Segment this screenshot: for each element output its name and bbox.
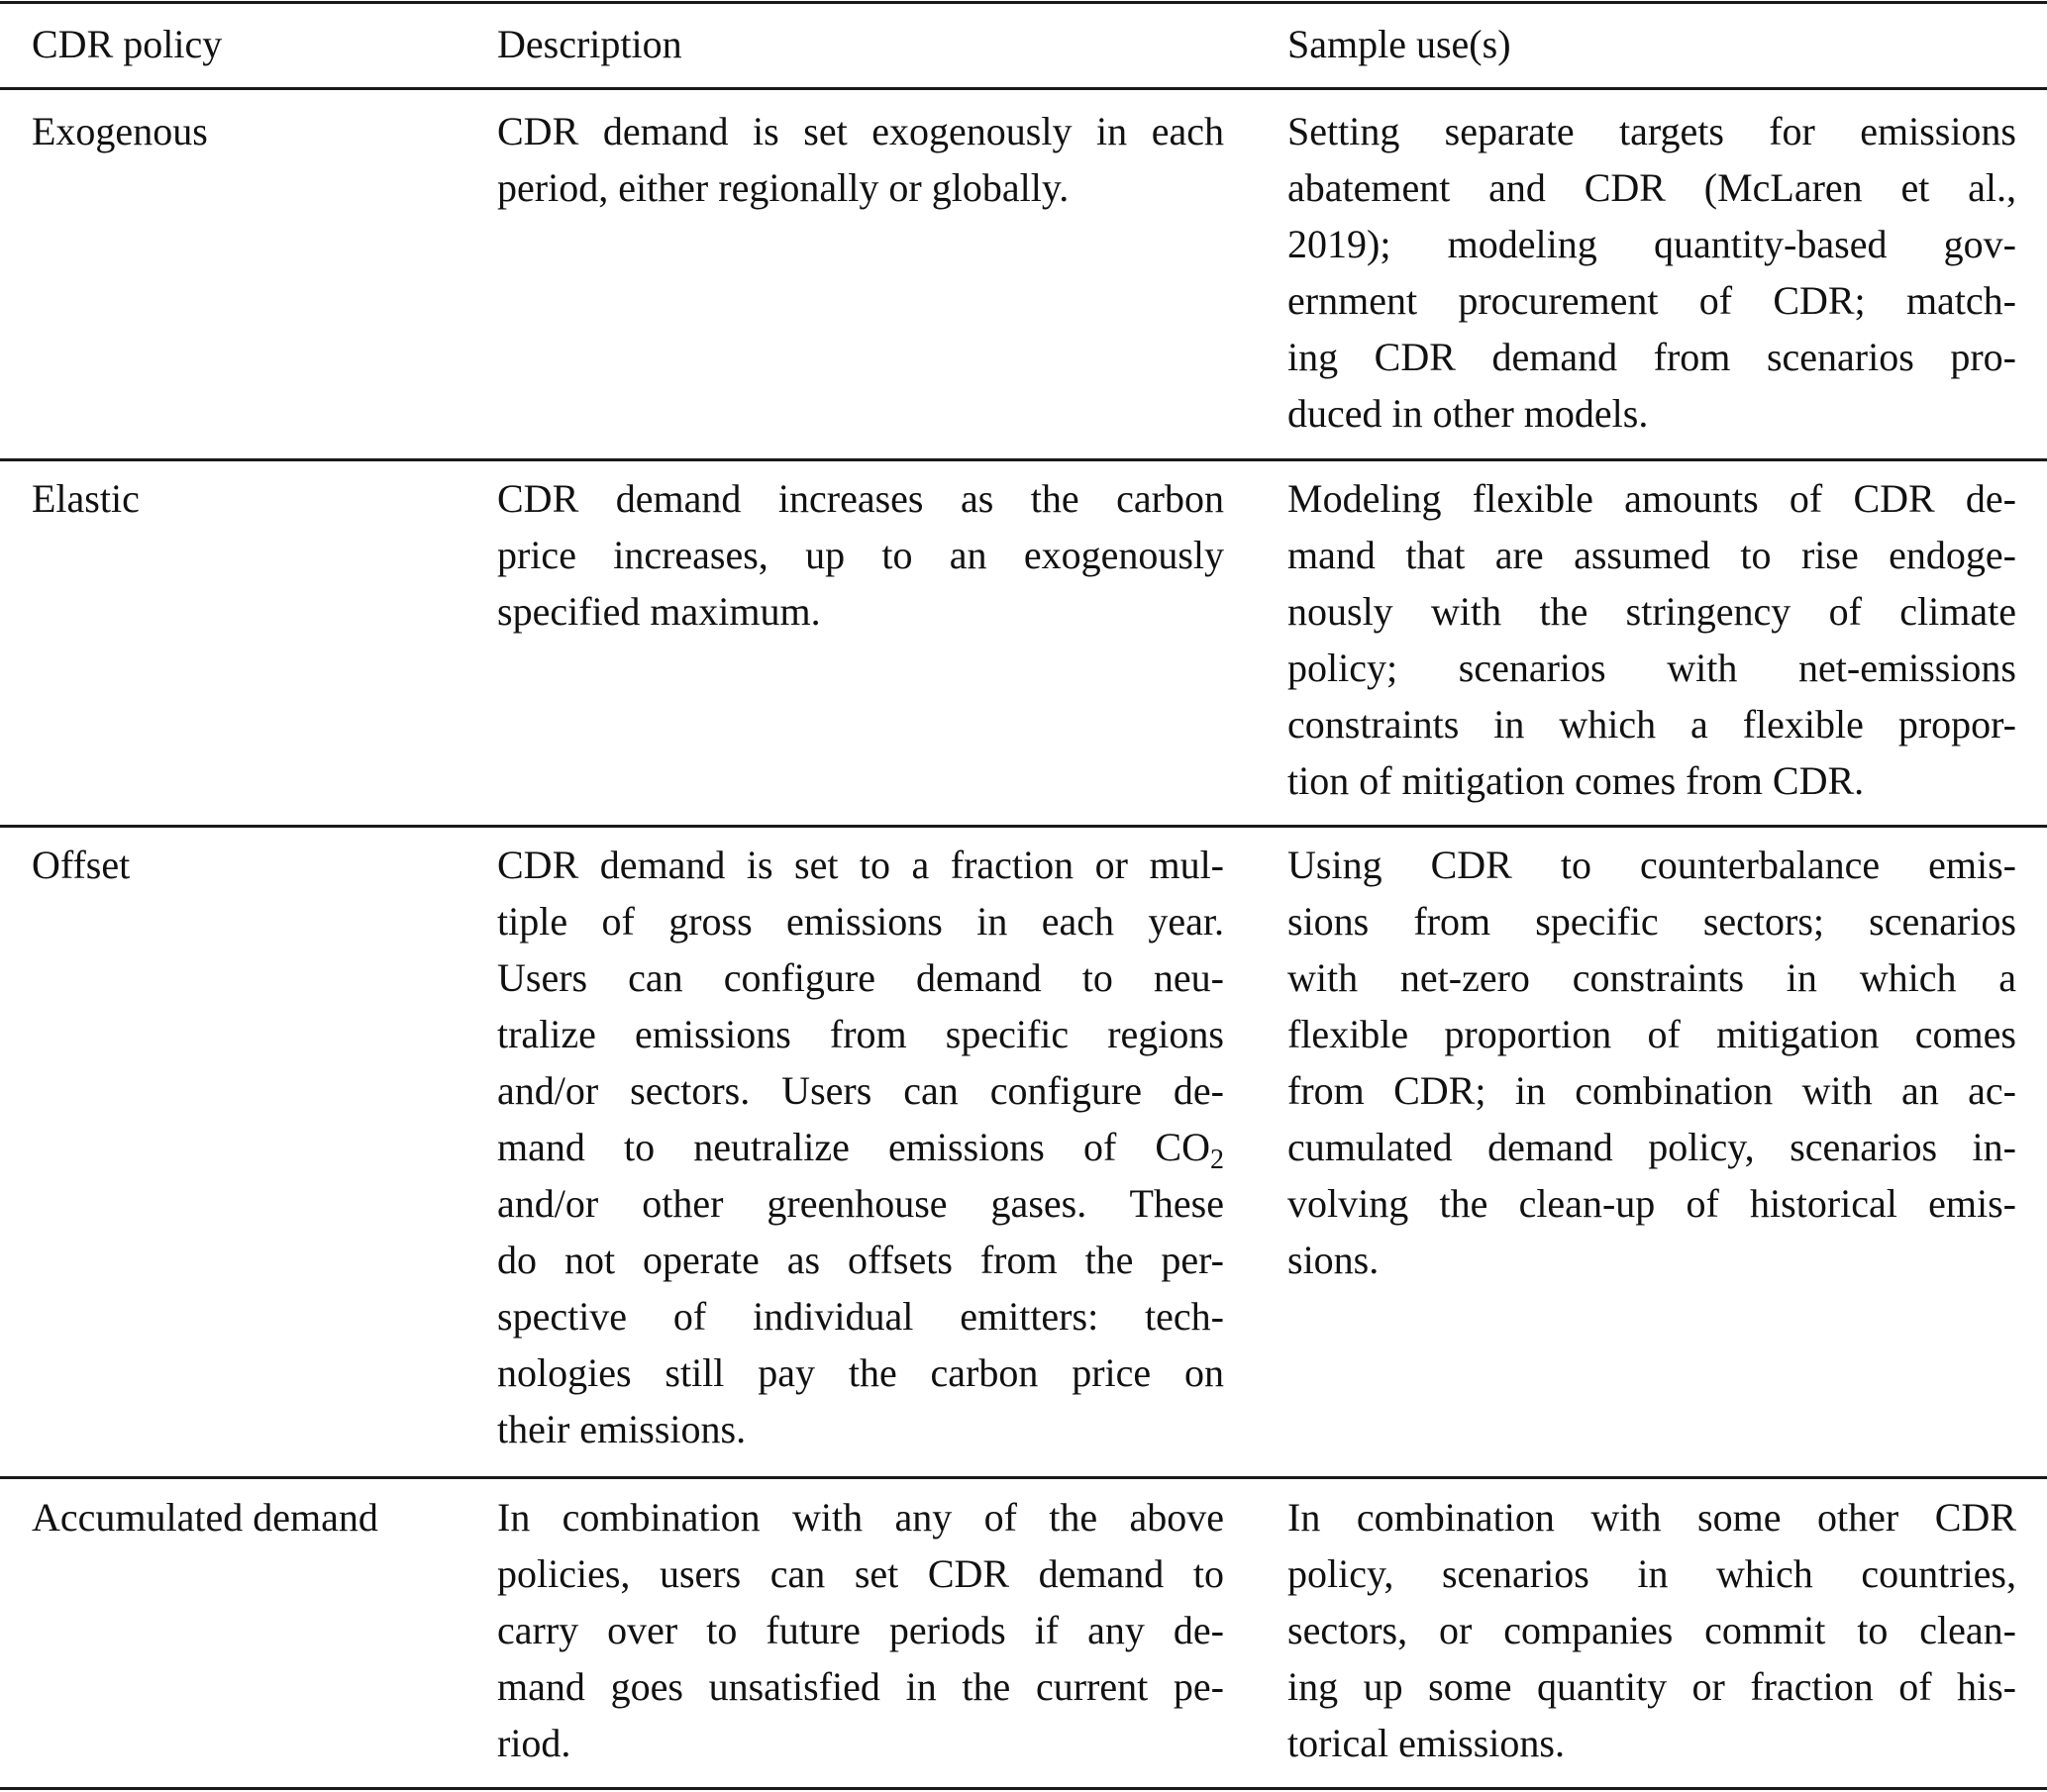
sample-uses-cell (1287, 1489, 2016, 1771)
sample-uses-cell (1287, 837, 2016, 1288)
text-line: their emissions. (497, 1407, 747, 1451)
description-cell (497, 103, 1224, 216)
header-rule (0, 87, 2047, 90)
text-line: CDR demand increases as the carbon (497, 476, 1224, 521)
row-divider (0, 458, 2047, 461)
text-line: In combination with any of the above (497, 1495, 1224, 1540)
text-line: tralize emissions from specific regions (497, 1012, 1224, 1056)
text-line: Users can configure demand to neu- (497, 955, 1224, 1000)
row-divider (0, 825, 2047, 828)
text-line: sions from specific sectors; scenarios (1287, 899, 2016, 944)
header-description: Description (497, 22, 682, 66)
text-line: CDR demand is set to a fraction or mul- (497, 843, 1224, 887)
text-line: from CDR; in combination with an ac- (1287, 1068, 2016, 1113)
row-divider (0, 1476, 2047, 1479)
description-cell (497, 1489, 1224, 1771)
text-line: 2019); modeling quantity-based gov- (1287, 222, 2016, 266)
text-line: and/or other greenhouse gases. These (497, 1181, 1224, 1226)
text-line: CDR demand is set exogenously in each (497, 109, 1224, 153)
description-cell (497, 470, 1224, 640)
text-line: mand that are assumed to rise endoge- (1287, 533, 2016, 577)
text-line-co2 (497, 1119, 1224, 1175)
text-line: cumulated demand policy, scenarios in- (1287, 1125, 2016, 1169)
text-line: nously with the stringency of climate (1287, 589, 2016, 634)
header-sample-uses: Sample use(s) (1287, 22, 1511, 66)
text-line: carry over to future periods if any de- (497, 1608, 1224, 1652)
text-line: ing up some quantity or fraction of his- (1287, 1664, 2016, 1709)
policy-name: Accumulated demand (32, 1495, 378, 1540)
text-line: volving the clean-up of historical emis- (1287, 1181, 2016, 1226)
text-line: specified maximum. (497, 589, 821, 634)
co2-text: mand to neutralize emissions of CO (497, 1125, 1210, 1169)
text-line: Modeling flexible amounts of CDR de- (1287, 476, 2016, 521)
text-line: policies, users can set CDR demand to (497, 1551, 1224, 1596)
text-line: nologies still pay the carbon price on (497, 1350, 1224, 1395)
text-line: riod. (497, 1721, 571, 1765)
policy-name: Exogenous (32, 109, 208, 153)
policy-name: Offset (32, 843, 131, 887)
text-line: In combination with some other CDR (1287, 1495, 2016, 1540)
policy-name: Elastic (32, 476, 140, 521)
description-cell (497, 837, 1224, 1457)
text-line: and/or sectors. Users can configure de- (497, 1068, 1224, 1113)
text-line: constraints in which a flexible propor- (1287, 702, 2016, 747)
text-line: sectors, or companies commit to clean- (1287, 1608, 2016, 1652)
text-line: do not operate as offsets from the per- (497, 1238, 1224, 1282)
text-line: ing CDR demand from scenarios pro- (1287, 335, 2016, 379)
text-line: torical emissions. (1287, 1721, 1565, 1765)
text-line: policy; scenarios with net-emissions (1287, 646, 2016, 690)
top-rule (0, 1, 2047, 4)
text-line: policy, scenarios in which countries, (1287, 1551, 2016, 1596)
text-line: sions. (1287, 1238, 1380, 1282)
text-line: price increases, up to an exogenously (497, 533, 1224, 577)
text-line: flexible proportion of mitigation comes (1287, 1012, 2016, 1056)
text-line: Setting separate targets for emissions (1287, 109, 2016, 153)
text-line: period, either regionally or globally. (497, 165, 1070, 210)
co2-subscript: 2 (1210, 1145, 1224, 1175)
text-line: Using CDR to counterbalance emis- (1287, 843, 2016, 887)
text-line: ernment procurement of CDR; match- (1287, 278, 2016, 323)
bottom-rule (0, 1787, 2047, 1790)
sample-uses-cell (1287, 103, 2016, 442)
text-line: duced in other models. (1287, 391, 1649, 436)
text-line: tiple of gross emissions in each year. (497, 899, 1224, 944)
text-line: tion of mitigation comes from CDR. (1287, 758, 1865, 803)
text-line: spective of individual emitters: tech- (497, 1294, 1224, 1339)
header-cdr-policy: CDR policy (32, 22, 223, 66)
sample-uses-cell (1287, 470, 2016, 809)
text-line: mand goes unsatisfied in the current pe- (497, 1664, 1224, 1709)
text-line: abatement and CDR (McLaren et al., (1287, 165, 2016, 210)
text-line: with net-zero constraints in which a (1287, 955, 2016, 1000)
